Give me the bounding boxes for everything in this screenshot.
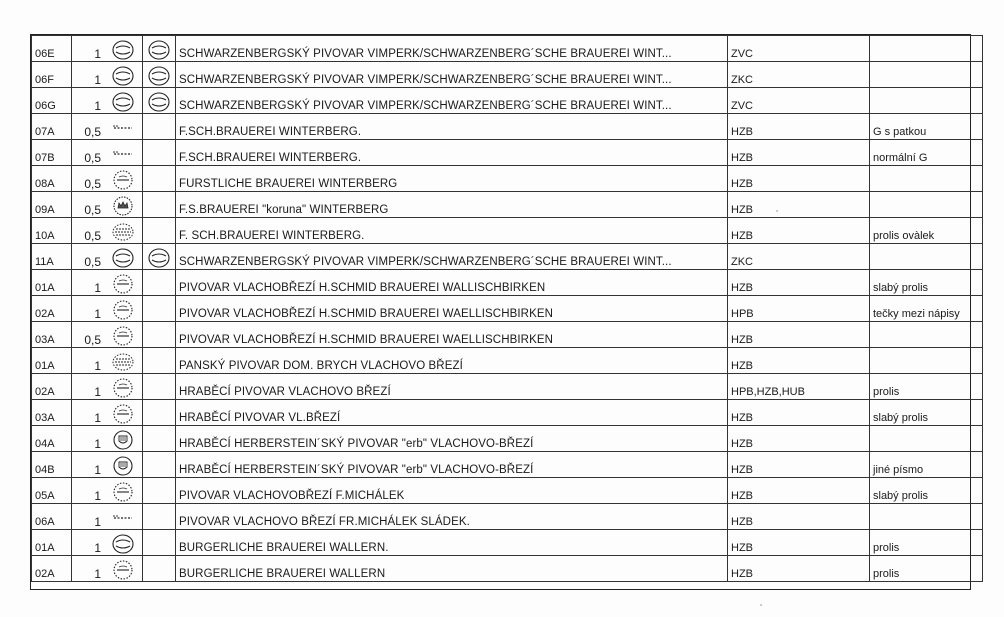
stamp-image-1: [104, 114, 143, 140]
quantity: 1: [72, 270, 105, 296]
table-row: [32, 140, 983, 166]
stamp-image-2: [143, 296, 176, 322]
item-code: 03A: [32, 322, 72, 348]
stamp-image-2: [143, 400, 176, 426]
stamp-type: ZVC: [728, 88, 870, 114]
note: [870, 348, 983, 374]
quantity: 1: [72, 504, 105, 530]
stamp-image-2: [143, 192, 176, 218]
stamp-text: SCHWARZENBERGSKÝ PIVOVAR VIMPERK/SCHWARZENBERG´SCHE BRAUEREI WINT...: [176, 62, 728, 88]
item-code: 03A: [32, 400, 72, 426]
note: [870, 244, 983, 270]
stamp-type: HZB: [728, 452, 870, 478]
stamp-image-1: [104, 400, 143, 426]
line-stamp-icon: [111, 507, 135, 529]
stamp-image-2: [143, 504, 176, 530]
table-row: [32, 62, 983, 88]
note: [870, 88, 983, 114]
catalog-table: [31, 35, 983, 582]
item-code: 01A: [32, 530, 72, 556]
stamp-text: HRABĚCÍ HERBERSTEIN´SKÝ PIVOVAR "erb" VLACHOVO-BŘEZÍ: [176, 426, 728, 452]
oval-stamp-icon: [147, 39, 171, 61]
stamp-type: HZB: [728, 556, 870, 582]
stamp-text: SCHWARZENBERGSKÝ PIVOVAR VIMPERK/SCHWARZENBERG´SCHE BRAUEREI WINT...: [176, 88, 728, 114]
item-code: 06G: [32, 88, 72, 114]
stamp-image-1: [104, 322, 143, 348]
item-code: 06A: [32, 504, 72, 530]
note: prolis: [870, 530, 983, 556]
note: G s patkou: [870, 114, 983, 140]
stamp-type: HZB: [728, 218, 870, 244]
stamp-type: HZB: [728, 140, 870, 166]
scan-speck: [760, 604, 762, 606]
stamp-text: PIVOVAR VLACHOBŘEZÍ H.SCHMID BRAUEREI WALLISCHBIRKEN: [176, 270, 728, 296]
table-row: [32, 452, 983, 478]
oval-stamp-icon: [147, 91, 171, 113]
oval-stamp-icon: [111, 65, 135, 87]
stamp-image-2: [143, 478, 176, 504]
stamp-type: HZB: [728, 270, 870, 296]
table-row: [32, 478, 983, 504]
catalog-sheet: [30, 34, 971, 590]
quantity: 0,5: [72, 166, 105, 192]
stamp-text: PIVOVAR VLACHOBŘEZÍ H.SCHMID BRAUEREI WAELLISCHBIRKEN: [176, 322, 728, 348]
stamp-type: HZB: [728, 478, 870, 504]
note: prolis: [870, 556, 983, 582]
stamp-image-1: [104, 504, 143, 530]
table-row: [32, 114, 983, 140]
note: prolis ovàlek: [870, 218, 983, 244]
stamp-image-2: [143, 62, 176, 88]
stamp-image-1: [104, 88, 143, 114]
item-code: 01A: [32, 348, 72, 374]
quantity: 1: [72, 478, 105, 504]
note: [870, 426, 983, 452]
quantity: 1: [72, 88, 105, 114]
stamp-image-1: [104, 192, 143, 218]
stamp-type: ZKC: [728, 62, 870, 88]
table-row: [32, 166, 983, 192]
stamp-text: F.S.BRAUEREI "koruna" WINTERBERG: [176, 192, 728, 218]
stamp-image-2: [143, 218, 176, 244]
stamp-text: BURGERLICHE BRAUEREI WALLERN: [176, 556, 728, 582]
stamp-type: HZB: [728, 504, 870, 530]
table-row: [32, 218, 983, 244]
dotted-circle-icon: [111, 169, 135, 191]
line-stamp-icon: [111, 143, 135, 165]
item-code: 06F: [32, 62, 72, 88]
item-code: 01A: [32, 270, 72, 296]
item-code: 07A: [32, 114, 72, 140]
stamp-type: HPB: [728, 296, 870, 322]
striped-oval-icon: [111, 351, 135, 373]
note: [870, 36, 983, 62]
stamp-text: BURGERLICHE BRAUEREI WALLERN.: [176, 530, 728, 556]
stamp-image-1: [104, 166, 143, 192]
item-code: 02A: [32, 556, 72, 582]
dotted-circle-icon: [111, 377, 135, 399]
table-row: [32, 36, 983, 62]
quantity: 1: [72, 556, 105, 582]
scan-speck: [776, 210, 778, 212]
oval-stamp-icon: [111, 91, 135, 113]
stamp-image-1: [104, 426, 143, 452]
item-code: 08A: [32, 166, 72, 192]
note: [870, 62, 983, 88]
stamp-image-2: [143, 452, 176, 478]
note: [870, 166, 983, 192]
item-code: 02A: [32, 296, 72, 322]
note: normální G: [870, 140, 983, 166]
note: [870, 192, 983, 218]
quantity: 0,5: [72, 218, 105, 244]
table-row: [32, 192, 983, 218]
note: prolis: [870, 374, 983, 400]
stamp-type: HZB: [728, 322, 870, 348]
quantity: 1: [72, 36, 105, 62]
stamp-text: SCHWARZENBERGSKÝ PIVOVAR VIMPERK/SCHWARZENBERG´SCHE BRAUEREI WINT...: [176, 36, 728, 62]
crown-stamp-icon: [111, 195, 135, 217]
stamp-image-1: [104, 348, 143, 374]
stamp-type: ZVC: [728, 36, 870, 62]
dotted-circle-icon: [111, 403, 135, 425]
quantity: 0,5: [72, 322, 105, 348]
quantity: 0,5: [72, 244, 105, 270]
stamp-image-2: [143, 530, 176, 556]
stamp-text: HRABĚCÍ PIVOVAR VL.BŘEZÍ: [176, 400, 728, 426]
stamp-image-2: [143, 556, 176, 582]
table-row: [32, 556, 983, 582]
note: slabý prolis: [870, 270, 983, 296]
table-row: [32, 426, 983, 452]
stamp-text: F.SCH.BRAUEREI WINTERBERG.: [176, 140, 728, 166]
note: slabý prolis: [870, 400, 983, 426]
stamp-type: HZB: [728, 426, 870, 452]
table-row: [32, 270, 983, 296]
stamp-text: HRABĚCÍ PIVOVAR VLACHOVO BŘEZÍ: [176, 374, 728, 400]
stamp-text: F. SCH.BRAUEREI WINTERBERG.: [176, 218, 728, 244]
stamp-image-2: [143, 426, 176, 452]
stamp-image-2: [143, 348, 176, 374]
stamp-type: HZB: [728, 192, 870, 218]
note: jiné písmo: [870, 452, 983, 478]
stamp-image-2: [143, 374, 176, 400]
stamp-image-1: [104, 36, 143, 62]
quantity: 1: [72, 374, 105, 400]
note: [870, 322, 983, 348]
table-row: [32, 504, 983, 530]
table-row: [32, 322, 983, 348]
item-code: 04A: [32, 426, 72, 452]
quantity: 1: [72, 348, 105, 374]
stamp-text: FURSTLICHE BRAUEREI WINTERBERG: [176, 166, 728, 192]
table-row: [32, 530, 983, 556]
striped-oval-icon: [111, 221, 135, 243]
stamp-type: HZB: [728, 530, 870, 556]
stamp-image-1: [104, 218, 143, 244]
note: [870, 504, 983, 530]
stamp-image-2: [143, 36, 176, 62]
dotted-circle-icon: [111, 559, 135, 581]
stamp-text: SCHWARZENBERGSKÝ PIVOVAR VIMPERK/SCHWARZENBERG´SCHE BRAUEREI WINT...: [176, 244, 728, 270]
dotted-circle-icon: [111, 481, 135, 503]
stamp-type: HZB: [728, 348, 870, 374]
item-code: 10A: [32, 218, 72, 244]
stamp-image-2: [143, 140, 176, 166]
oval-stamp-icon: [111, 533, 135, 555]
stamp-text: PIVOVAR VLACHOVO BŘEZÍ FR.MICHÁLEK SLÁDEK.: [176, 504, 728, 530]
table-row: [32, 296, 983, 322]
item-code: 04B: [32, 452, 72, 478]
stamp-image-1: [104, 556, 143, 582]
stamp-image-2: [143, 88, 176, 114]
stamp-image-1: [104, 530, 143, 556]
item-code: 11A: [32, 244, 72, 270]
quantity: 1: [72, 426, 105, 452]
crest-stamp-icon: [111, 429, 135, 451]
oval-stamp-icon: [111, 247, 135, 269]
quantity: 1: [72, 530, 105, 556]
quantity: 0,5: [72, 192, 105, 218]
stamp-type: HZB: [728, 166, 870, 192]
stamp-image-1: [104, 140, 143, 166]
oval-stamp-icon: [111, 39, 135, 61]
note: tečky mezi nápisy: [870, 296, 983, 322]
table-row: [32, 244, 983, 270]
item-code: 02A: [32, 374, 72, 400]
table-row: [32, 88, 983, 114]
stamp-text: PIVOVAR VLACHOVOBŘEZÍ F.MICHÁLEK: [176, 478, 728, 504]
stamp-type: HZB: [728, 114, 870, 140]
catalog-table-body: [32, 36, 983, 582]
stamp-image-1: [104, 296, 143, 322]
stamp-text: HRABĚCÍ HERBERSTEIN´SKÝ PIVOVAR "erb" VLACHOVO-BŘEZÍ: [176, 452, 728, 478]
dotted-circle-icon: [111, 325, 135, 347]
dotted-circle-icon: [111, 273, 135, 295]
quantity: 1: [72, 62, 105, 88]
note: slabý prolis: [870, 478, 983, 504]
stamp-image-2: [143, 322, 176, 348]
crest-stamp-icon: [111, 455, 135, 477]
table-row: [32, 400, 983, 426]
item-code: 09A: [32, 192, 72, 218]
stamp-image-2: [143, 270, 176, 296]
stamp-image-1: [104, 374, 143, 400]
table-row: [32, 348, 983, 374]
stamp-text: PIVOVAR VLACHOBŘEZÍ H.SCHMID BRAUEREI WAELLISCHBIRKEN: [176, 296, 728, 322]
stamp-image-1: [104, 62, 143, 88]
stamp-image-2: [143, 244, 176, 270]
quantity: 1: [72, 452, 105, 478]
oval-stamp-icon: [147, 247, 171, 269]
stamp-image-2: [143, 114, 176, 140]
stamp-type: ZKC: [728, 244, 870, 270]
quantity: 0,5: [72, 114, 105, 140]
line-stamp-icon: [111, 117, 135, 139]
item-code: 05A: [32, 478, 72, 504]
stamp-image-1: [104, 478, 143, 504]
stamp-image-1: [104, 244, 143, 270]
oval-stamp-icon: [147, 65, 171, 87]
stamp-image-1: [104, 452, 143, 478]
table-row: [32, 374, 983, 400]
stamp-text: PANSKÝ PIVOVAR DOM. BRYCH VLACHOVO BŘEZÍ: [176, 348, 728, 374]
stamp-image-2: [143, 166, 176, 192]
stamp-text: F.SCH.BRAUEREI WINTERBERG.: [176, 114, 728, 140]
stamp-type: HZB: [728, 400, 870, 426]
quantity: 1: [72, 400, 105, 426]
quantity: 1: [72, 296, 105, 322]
item-code: 06E: [32, 36, 72, 62]
quantity: 0,5: [72, 140, 105, 166]
stamp-image-1: [104, 270, 143, 296]
stamp-type: HPB,HZB,HUB: [728, 374, 870, 400]
item-code: 07B: [32, 140, 72, 166]
dotted-circle-icon: [111, 299, 135, 321]
